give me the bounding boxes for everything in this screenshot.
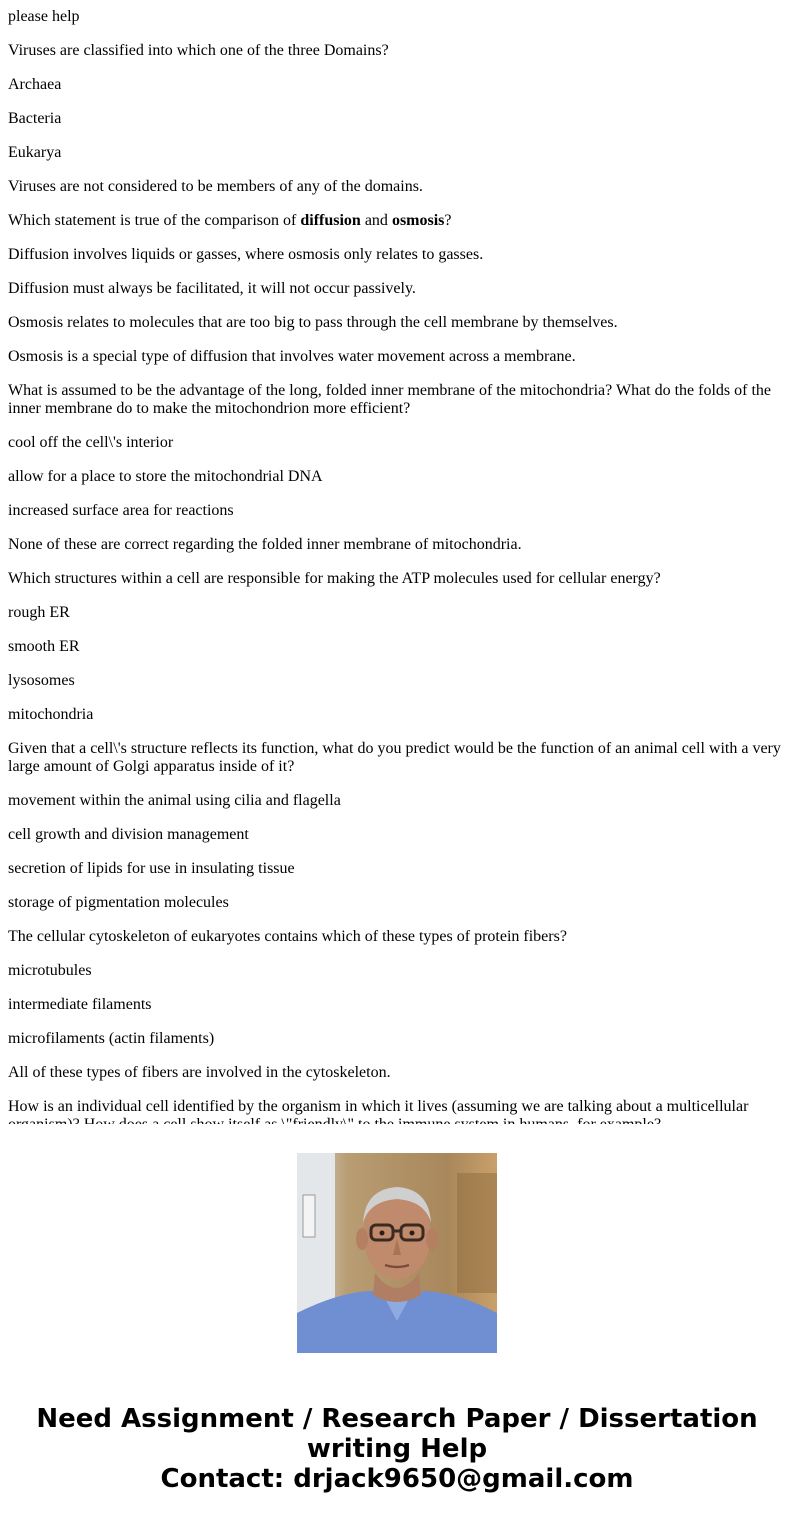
promo-text	[0, 1404, 794, 1494]
question-2-option-1: Diffusion involves liquids or gasses, where osmosis only relates to gasses.	[8, 246, 484, 263]
question-2-option-3: Osmosis relates to molecules that are too big to pass through the cell membrane by themselves.	[8, 314, 618, 331]
question-5-option-4: storage of pigmentation molecules	[8, 894, 229, 911]
term-diffusion: diffusion	[300, 212, 361, 229]
question-4-prompt: Which structures within a cell are responsible for making the ATP molecules used for cellular energy?	[8, 570, 661, 587]
question-6-option-4: All of these types of fibers are involved in the cytoskeleton.	[8, 1064, 391, 1081]
question-4-option-3: lysosomes	[8, 672, 75, 689]
avatar	[297, 1153, 497, 1353]
question-3-option-1: cool off the cell\'s interior	[8, 434, 174, 451]
question-5-option-1: movement within the animal using cilia and flagella	[8, 792, 341, 809]
question-6-option-2: intermediate filaments	[8, 996, 152, 1013]
question-1-option-4: Viruses are not considered to be members of any of the domains.	[8, 178, 423, 195]
question-6-option-3: microfilaments (actin filaments)	[8, 1030, 215, 1047]
page-heading: please help	[8, 8, 80, 25]
promo-line-contact: Contact: drjack9650@gmail.com	[160, 1464, 634, 1494]
question-2-prompt-end: ?	[444, 212, 452, 229]
question-4-option-2: smooth ER	[8, 638, 80, 655]
question-5-option-2: cell growth and division management	[8, 826, 249, 843]
question-7-prompt: How is an individual cell identified by the organism in which it lives (assuming we are talking about a multicellular	[8, 1098, 749, 1115]
promo-line-help: Need Assignment / Research Paper / Dissertation writing Help	[36, 1404, 758, 1464]
question-3-prompt: What is assumed to be the advantage of the long, folded inner membrane of the mitochondria? What do the folds of the inner membrane do to make the mitochondrion more efficient?	[8, 382, 772, 417]
question-2-prompt-and: and	[360, 212, 392, 229]
question-6-prompt: The cellular cytoskeleton of eukaryotes contains which of these types of protein fibers?	[8, 928, 567, 945]
question-6-option-1: microtubules	[8, 962, 92, 979]
question-1-option-1: Archaea	[8, 76, 62, 93]
question-3-option-4: None of these are correct regarding the folded inner membrane of mitochondria.	[8, 536, 522, 553]
question-4-option-1: rough ER	[8, 604, 70, 621]
question-4-option-4: mitochondria	[8, 706, 94, 723]
question-2-option-2: Diffusion must always be facilitated, it will not occur passively.	[8, 280, 416, 297]
question-2-prompt-text: Which statement is true of the comparison of	[8, 212, 301, 229]
question-5-prompt: Given that a cell\'s structure reflects its function, what do you predict would be the function of an animal cell with a very large amount of Golgi apparatus inside of it?	[8, 740, 781, 775]
question-5-option-3: secretion of lipids for use in insulating tissue	[8, 860, 295, 877]
term-osmosis: osmosis	[391, 212, 445, 229]
question-3-option-3: increased surface area for reactions	[8, 502, 234, 519]
question-list	[8, 8, 786, 1124]
question-1-prompt: Viruses are classified into which one of the three Domains?	[8, 42, 389, 59]
question-3-option-2: allow for a place to store the mitochondrial DNA	[8, 468, 323, 485]
question-1-option-2: Bacteria	[8, 110, 62, 127]
question-2-prompt	[8, 212, 786, 230]
promo-overlay	[0, 1124, 794, 1523]
question-1-option-3: Eukarya	[8, 144, 62, 161]
question-2-option-4: Osmosis is a special type of diffusion that involves water movement across a membrane.	[8, 348, 576, 365]
avatar-photo	[297, 1153, 497, 1353]
